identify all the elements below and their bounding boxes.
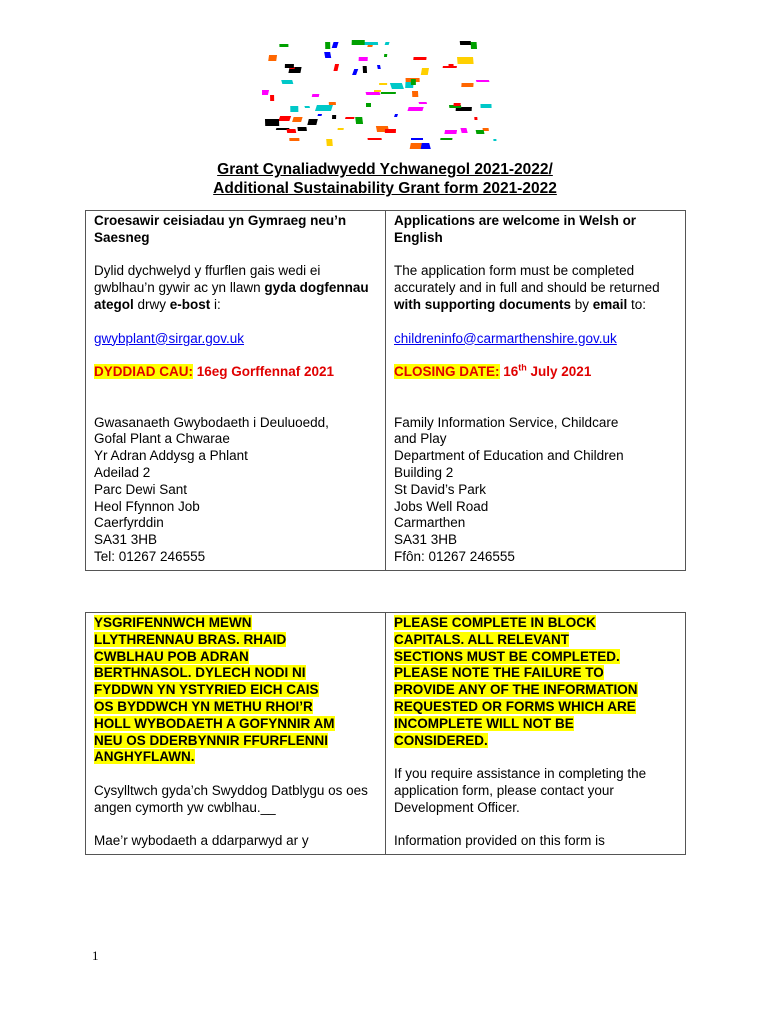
address-line: Caerfyrddin bbox=[94, 515, 164, 531]
logo-fragment bbox=[317, 114, 322, 116]
notice-line: BERTHNASOL. DYLECH NODI NI bbox=[94, 665, 306, 681]
logo-fragment bbox=[374, 90, 381, 92]
logo-fragment bbox=[443, 66, 457, 68]
english-caps-notice bbox=[394, 615, 677, 749]
logo-fragment bbox=[421, 68, 429, 75]
notice-line: CONSIDERED. bbox=[394, 732, 488, 748]
logo-fragment bbox=[411, 79, 416, 85]
logo-fragment bbox=[297, 127, 306, 131]
form-title-welsh: Grant Cynaliadwyedd Ychwanegol 2021-2022/ bbox=[217, 161, 553, 178]
address-line: Gofal Plant a Chwarae bbox=[94, 431, 230, 447]
english-info-text: Information provided on this form is bbox=[394, 833, 605, 849]
welsh-heading: Croesawir ceisiadau yn Gymraeg neu’n Saesneg bbox=[94, 213, 347, 245]
address-line: Adeilad 2 bbox=[94, 464, 151, 480]
welsh-address bbox=[94, 415, 377, 566]
logo-fragment bbox=[315, 105, 333, 111]
logo-fragment bbox=[286, 129, 296, 133]
logo-fragment bbox=[285, 64, 294, 68]
logo-fragment bbox=[278, 116, 291, 121]
notice-line: REQUESTED OR FORMS WHICH ARE bbox=[394, 698, 636, 714]
logo-fragment bbox=[379, 83, 387, 85]
logo-fragment bbox=[385, 42, 390, 45]
logo-fragment bbox=[367, 45, 373, 47]
notice-line: PLEASE COMPLETE IN BLOCK bbox=[394, 615, 596, 630]
logo-fragment bbox=[480, 104, 491, 108]
logo-fragment bbox=[367, 138, 381, 140]
completion-notes-table bbox=[85, 612, 686, 855]
address-line: Building 2 bbox=[394, 464, 454, 480]
address-line: Jobs Well Road bbox=[394, 498, 489, 514]
logo-fragment bbox=[390, 83, 404, 89]
logo-fragment bbox=[460, 41, 471, 45]
logo-fragment bbox=[281, 80, 293, 84]
logo-fragment bbox=[345, 117, 355, 119]
address-line: Yr Adran Addysg a Phlant bbox=[94, 448, 248, 464]
notice-line: ANGHYFLAWN. bbox=[94, 749, 195, 765]
logo-fragment bbox=[332, 42, 339, 48]
logo-fragment bbox=[355, 117, 363, 124]
logo-fragment bbox=[262, 90, 269, 95]
logo-fragment bbox=[385, 129, 396, 133]
address-line: Carmarthen bbox=[394, 515, 466, 531]
logo-fragment bbox=[352, 69, 358, 75]
address-line: Family Information Service, Childcare bbox=[394, 414, 619, 430]
notice-line: SECTIONS MUST BE COMPLETED. bbox=[394, 648, 620, 664]
logo-fragment bbox=[290, 106, 298, 112]
logo-fragment bbox=[384, 54, 387, 57]
logo-fragment bbox=[333, 64, 339, 71]
logo-fragment bbox=[418, 102, 427, 104]
logo-fragment bbox=[377, 65, 381, 69]
notice-line: HOLL WYBODAETH A GOFYNNIR AM bbox=[94, 715, 335, 731]
welsh-assist-text: Cysylltwch gyda’ch Swyddog Datblygu os oes angen cymorth yw cwblhau.__ bbox=[94, 782, 368, 815]
logo-fragment bbox=[324, 52, 331, 58]
logo-fragment bbox=[326, 139, 333, 146]
address-line: Gwasanaeth Gwybodaeth i Deuluoedd, bbox=[94, 414, 329, 430]
council-logo bbox=[262, 34, 502, 152]
english-closing-date: CLOSING DATE: 16th July 2021 bbox=[394, 362, 592, 380]
english-notes-column bbox=[386, 613, 686, 855]
page-number: 1 bbox=[92, 948, 99, 963]
address-line: Heol Ffynnon Job bbox=[94, 498, 200, 514]
address-line: Ffôn: 01267 246555 bbox=[394, 548, 515, 564]
address-line: and Play bbox=[394, 431, 447, 447]
notice-line: CAPITALS. ALL RELEVANT bbox=[394, 631, 569, 647]
address-line: Tel: 01267 246555 bbox=[94, 548, 206, 564]
logo-fragment bbox=[444, 130, 457, 134]
logo-fragment bbox=[292, 117, 303, 122]
english-address bbox=[394, 415, 677, 566]
logo-fragment bbox=[332, 115, 336, 119]
logo-fragment bbox=[304, 106, 310, 108]
english-instructions: The application form must be completed accurately and in full and should be returned with supporting documents by email to: bbox=[394, 263, 660, 312]
address-line: SA31 3HB bbox=[394, 532, 458, 548]
logo-fragment bbox=[265, 119, 279, 126]
notice-line: NEU OS DDERBYNNIR FFURFLENNI bbox=[94, 732, 329, 748]
logo-fragment bbox=[411, 138, 423, 140]
form-title-english: Additional Sustainability Grant form 2021-2022 bbox=[213, 180, 557, 197]
logo-fragment bbox=[449, 64, 454, 66]
address-line: Department of Education and Children bbox=[394, 448, 624, 464]
welsh-email-link[interactable]: gwybplant@sirgar.gov.uk bbox=[94, 330, 245, 346]
english-email-link[interactable]: childreninfo@carmarthenshire.gov.uk bbox=[394, 330, 617, 346]
logo-fragment bbox=[270, 95, 274, 101]
logo-fragment bbox=[325, 42, 330, 49]
logo-fragment bbox=[461, 83, 473, 87]
logo-fragment bbox=[366, 103, 371, 107]
welsh-info-text: Mae’r wybodaeth a ddarparwyd ar y bbox=[94, 833, 309, 849]
logo-fragment bbox=[381, 92, 396, 94]
logo-fragment bbox=[279, 44, 288, 47]
notice-line: OS BYDDWCH YN METHU RHOI’R bbox=[94, 698, 313, 714]
logo-fragment bbox=[268, 55, 277, 61]
english-heading: Applications are welcome in Welsh or English bbox=[394, 213, 637, 245]
logo-fragment bbox=[471, 42, 477, 49]
english-assist-text: If you require assistance in completing the application form, please contact your Development Officer. bbox=[394, 766, 647, 815]
welsh-closing-date: DYDDIAD CAU: 16eg Gorffennaf 2021 bbox=[94, 364, 335, 380]
english-column bbox=[386, 211, 686, 571]
logo-fragment bbox=[476, 80, 490, 82]
notice-line: INCOMPLETE WILL NOT BE bbox=[394, 715, 574, 731]
logo-fragment bbox=[363, 66, 367, 73]
logo-fragment bbox=[476, 130, 485, 134]
notice-line: FYDDWN YN YSTYRIED EICH CAIS bbox=[94, 682, 319, 698]
logo-fragment bbox=[460, 128, 467, 133]
address-line: SA31 3HB bbox=[94, 532, 158, 548]
logo-fragment bbox=[493, 139, 496, 141]
logo-fragment bbox=[457, 57, 474, 64]
welsh-notes-column bbox=[86, 613, 386, 855]
logo-fragment bbox=[359, 57, 368, 61]
welsh-caps-notice bbox=[94, 615, 377, 766]
logo-fragment bbox=[366, 92, 381, 95]
logo-fragment bbox=[474, 117, 477, 120]
notice-line: LLYTHRENNAU BRAS. RHAID bbox=[94, 631, 287, 647]
logo-fragment bbox=[394, 114, 398, 117]
logo-fragment bbox=[329, 102, 336, 105]
logo-fragment bbox=[407, 107, 423, 111]
welsh-instructions: Dylid dychwelyd y ffurflen gais wedi ei gwblhau’n gywir ac yn llawn gyda dogfennau ategol drwy e-bost i: bbox=[94, 263, 369, 312]
notice-line: CWBLHAU POB ADRAN bbox=[94, 648, 249, 664]
notice-line: PLEASE NOTE THE FAILURE TO bbox=[394, 665, 604, 681]
logo-fragment bbox=[410, 143, 422, 149]
logo-fragment bbox=[352, 40, 365, 45]
submission-info-table bbox=[85, 210, 686, 571]
logo-fragment bbox=[307, 119, 317, 125]
logo-fragment bbox=[338, 128, 344, 130]
logo-fragment bbox=[453, 103, 460, 106]
address-line: St David’s Park bbox=[394, 481, 487, 497]
welsh-column bbox=[86, 211, 386, 571]
logo-fragment bbox=[413, 57, 426, 60]
address-line: Parc Dewi Sant bbox=[94, 481, 188, 497]
notice-line: YSGRIFENNWCH MEWN bbox=[94, 615, 252, 630]
logo-fragment bbox=[289, 138, 299, 141]
logo-fragment bbox=[440, 138, 452, 140]
notice-line: PROVIDE ANY OF THE INFORMATION bbox=[394, 682, 638, 698]
logo-fragment bbox=[312, 94, 320, 97]
logo-fragment bbox=[412, 91, 418, 97]
